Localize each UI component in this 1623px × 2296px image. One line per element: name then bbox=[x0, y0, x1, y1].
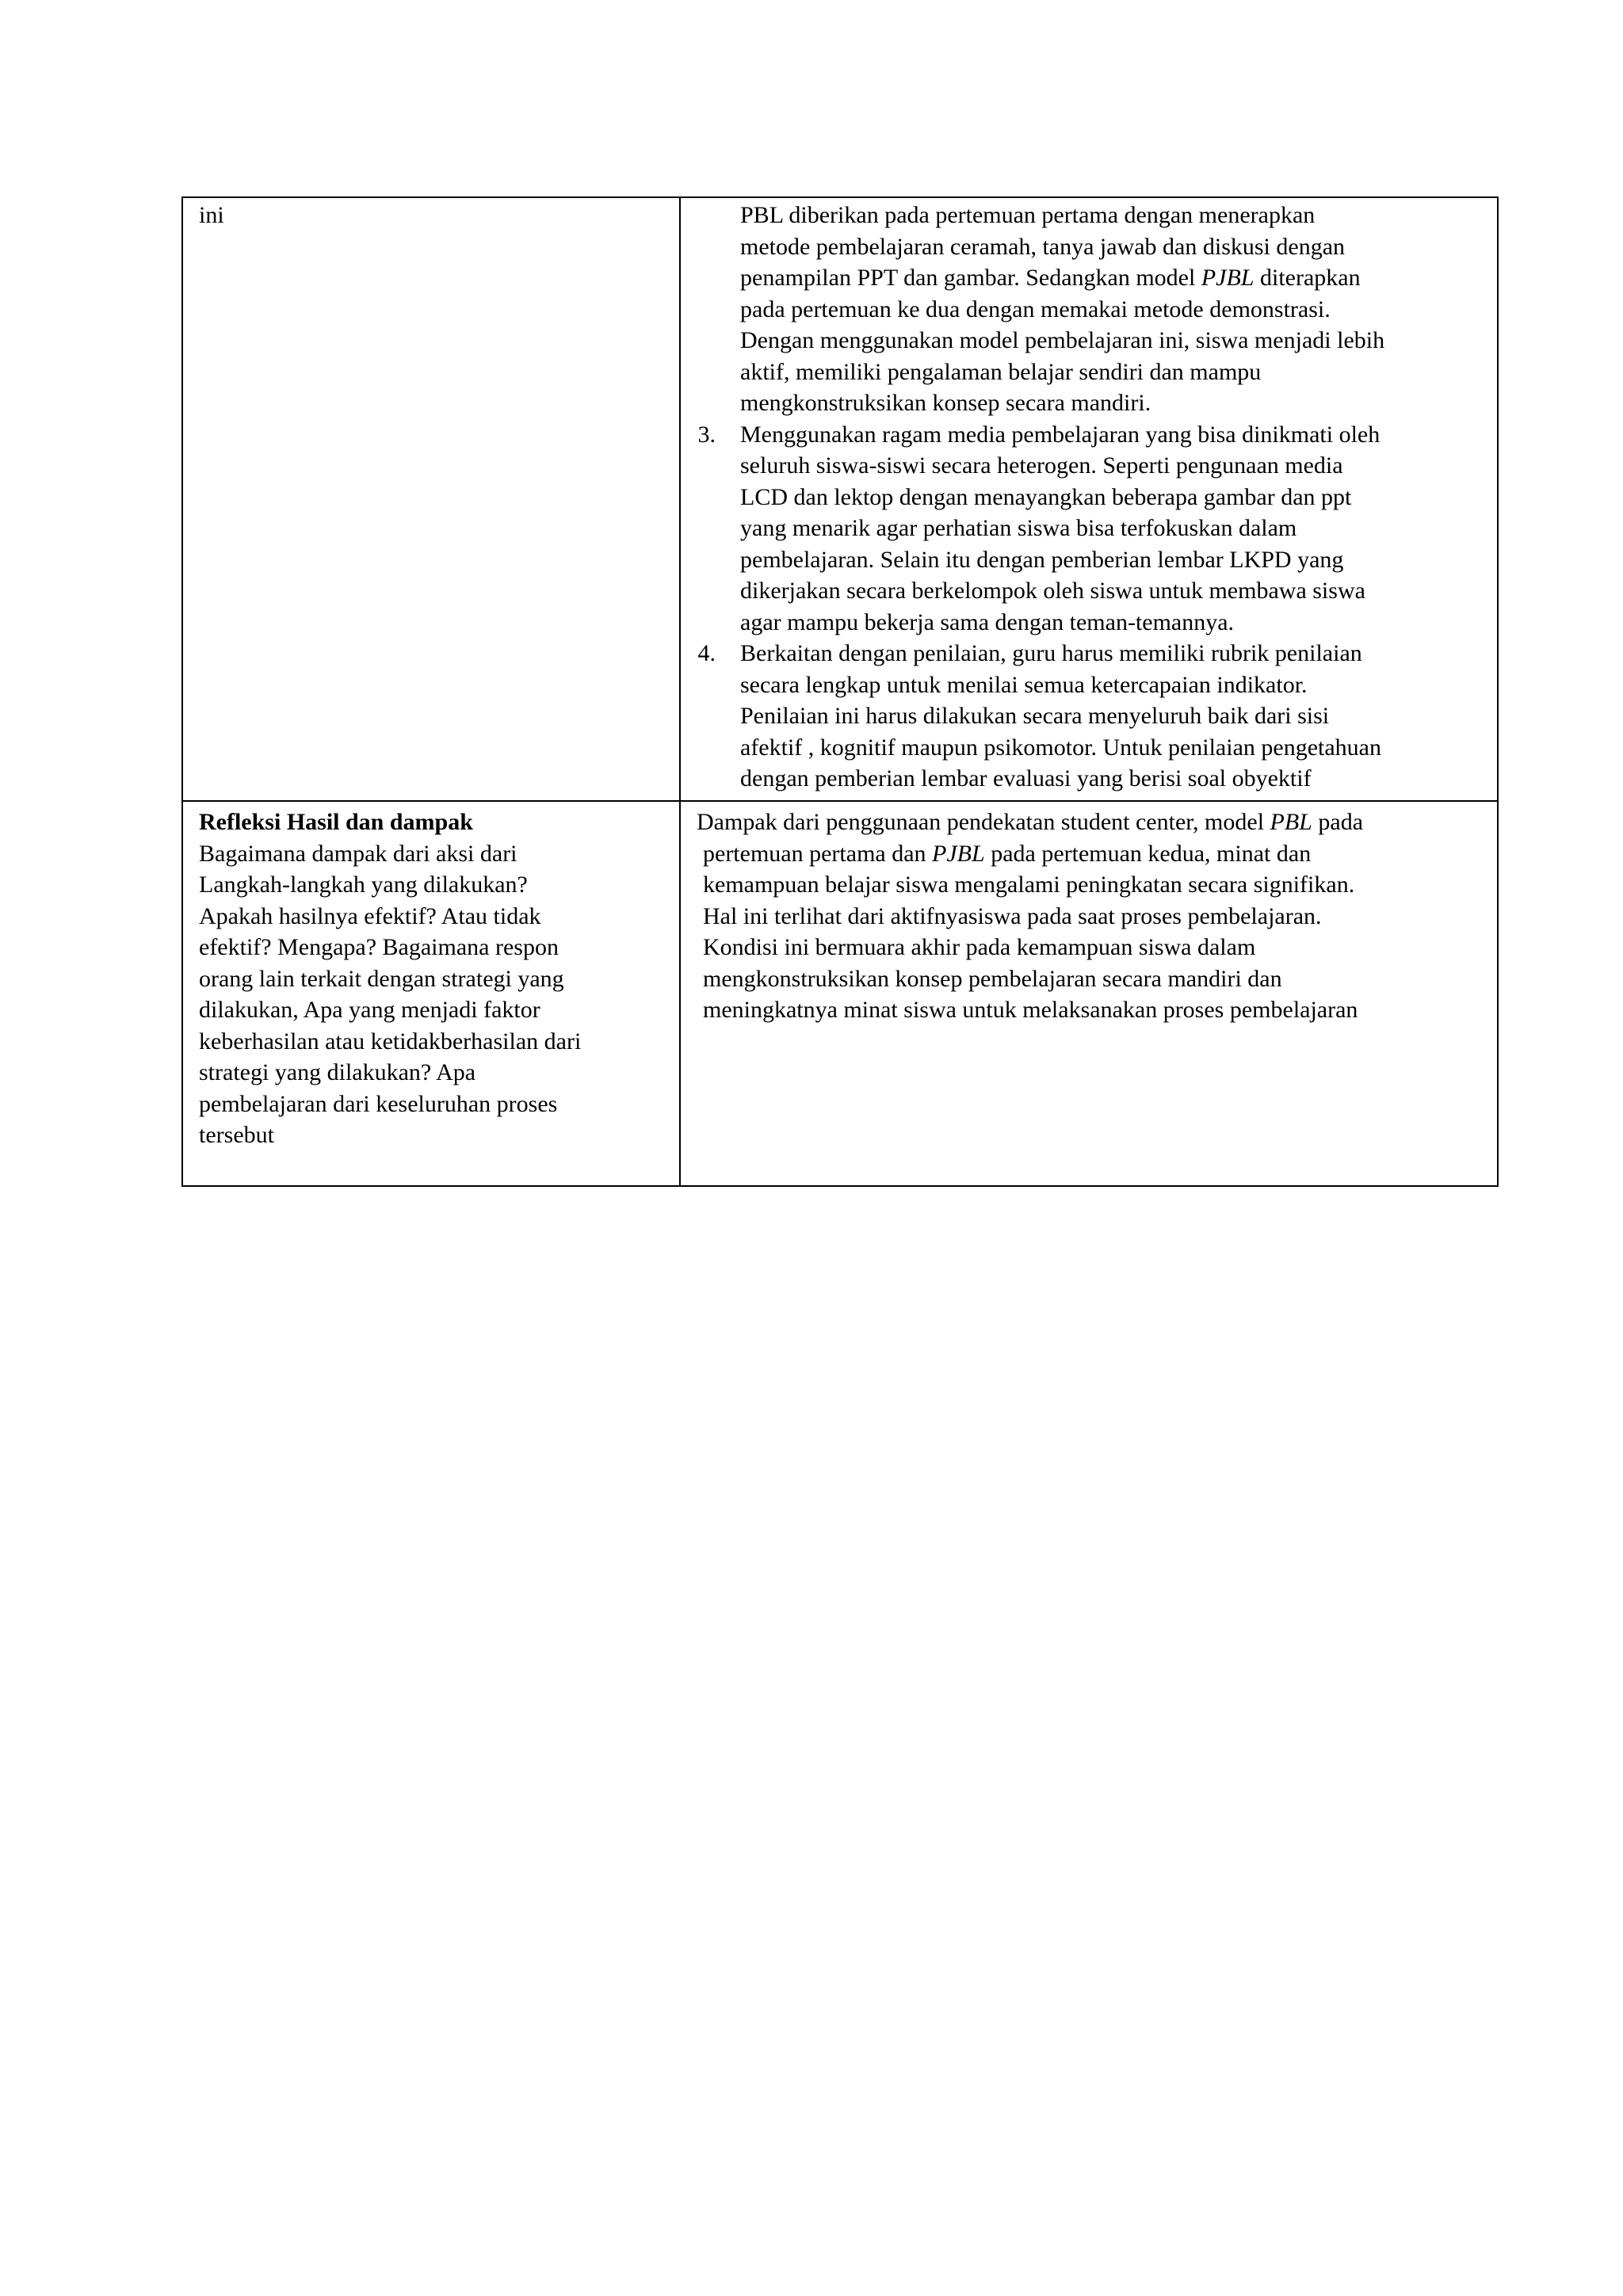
text-line: Apakah hasilnya efektif? Atau tidak bbox=[199, 902, 541, 929]
row-label-text: ini bbox=[199, 202, 224, 228]
text-line: pertemuan pertama dan PJBL pada pertemuan kedua, minat dan bbox=[703, 840, 1312, 867]
continued-paragraph bbox=[740, 200, 1487, 419]
text-line: penampilan PPT dan gambar. Sedangkan model PJBL diterapkan bbox=[740, 265, 1361, 291]
steps-list bbox=[681, 419, 1487, 795]
table-row bbox=[182, 197, 1498, 801]
text-line: strategi yang dilakukan? Apa bbox=[199, 1059, 476, 1085]
text-line: metode pembelajaran ceramah, tanya jawab dan diskusi dengan bbox=[740, 233, 1346, 260]
refleksi-heading: Refleksi Hasil dan dampak bbox=[199, 809, 473, 835]
text-line: LCD dan lektop dengan menayangkan beberapa gambar dan ppt bbox=[740, 483, 1352, 510]
text-line: afektif , kognitif maupun psikomotor. Untuk penilaian pengetahuan bbox=[740, 734, 1381, 761]
text-line: pembelajaran dari keseluruhan proses bbox=[199, 1090, 558, 1117]
text-line: dengan pemberian lembar evaluasi yang berisi soal obyektif bbox=[740, 765, 1312, 791]
text-line: mengkonstruksikan konsep secara mandiri. bbox=[740, 390, 1151, 416]
row-label-cell bbox=[182, 197, 680, 801]
text-line: dikerjakan secara berkelompok oleh siswa untuk membawa siswa bbox=[740, 578, 1365, 604]
list-item-number: 3. bbox=[697, 421, 716, 448]
text-line: yang menarik agar perhatian siswa bisa terfokuskan dalam bbox=[740, 515, 1297, 541]
text-line: Penilaian ini harus dilakukan secara menyeluruh baik dari sisi bbox=[740, 703, 1330, 729]
text-line: pada pertemuan ke dua dengan memakai metode demonstrasi. bbox=[740, 296, 1331, 322]
text-line: Langkah-langkah yang dilakukan? bbox=[199, 871, 528, 898]
text-line: pembelajaran. Selain itu dengan pemberian lembar LKPD yang bbox=[740, 546, 1344, 573]
text-line: meningkatnya minat siswa untuk melaksanakan proses pembelajaran bbox=[703, 997, 1358, 1023]
text-line: tersebut bbox=[199, 1122, 274, 1148]
row-content-cell bbox=[680, 197, 1498, 801]
italic-term: PBL bbox=[1270, 809, 1312, 835]
list-item-number: 4. bbox=[697, 640, 716, 666]
text-line: Hal ini terlihat dari aktifnyasiswa pada saat proses pembelajaran. bbox=[703, 902, 1322, 929]
text-line: Dampak dari penggunaan pendekatan student center, model PBL pada bbox=[697, 809, 1364, 835]
cell-content-clip bbox=[681, 200, 1487, 799]
list-item bbox=[681, 638, 1487, 795]
text-line: dilakukan, Apa yang menjadi faktor bbox=[199, 997, 540, 1023]
text-line: efektif? Mengapa? Bagaimana respon bbox=[199, 934, 559, 960]
text-line: orang lain terkait dengan strategi yang bbox=[199, 965, 564, 992]
text-line: kemampuan belajar siswa mengalami peningkatan secara signifikan. bbox=[703, 871, 1355, 898]
text-line: mengkonstruksikan konsep pembelajaran secara mandiri dan bbox=[703, 965, 1282, 992]
list-item bbox=[681, 419, 1487, 639]
text-line: Berkaitan dengan penilaian, guru harus memiliki rubrik penilaian bbox=[740, 640, 1362, 666]
text-line: PBL diberikan pada pertemuan pertama dengan menerapkan bbox=[740, 202, 1316, 228]
refleksi-answer-cell bbox=[680, 801, 1498, 1186]
text-line: secara lengkap untuk menilai semua ketercapaian indikator. bbox=[740, 671, 1308, 698]
text-line: Bagaimana dampak dari aksi dari bbox=[199, 840, 517, 867]
text-line: seluruh siswa-siswi secara heterogen. Seperti pengunaan media bbox=[740, 452, 1343, 479]
text-line: keberhasilan atau ketidakberhasilan dari bbox=[199, 1028, 582, 1055]
text-line: aktif, memiliki pengalaman belajar sendiri dan mampu bbox=[740, 358, 1262, 385]
italic-term: PJBL bbox=[1201, 265, 1254, 291]
italic-term: PJBL bbox=[932, 840, 985, 867]
refleksi-answer bbox=[697, 807, 1481, 1026]
text-line: Kondisi ini bermuara akhir pada kemampuan siswa dalam bbox=[703, 934, 1256, 960]
refleksi-prompt bbox=[199, 838, 657, 1151]
table-row bbox=[182, 801, 1498, 1186]
reflection-table bbox=[181, 196, 1499, 1187]
text-line: Dengan menggunakan model pembelajaran ini, siswa menjadi lebih bbox=[740, 327, 1385, 353]
refleksi-question-cell bbox=[182, 801, 680, 1186]
text-line: agar mampu bekerja sama dengan teman-temannya. bbox=[740, 608, 1235, 635]
text-line: Menggunakan ragam media pembelajaran yang bisa dinikmati oleh bbox=[740, 421, 1381, 448]
